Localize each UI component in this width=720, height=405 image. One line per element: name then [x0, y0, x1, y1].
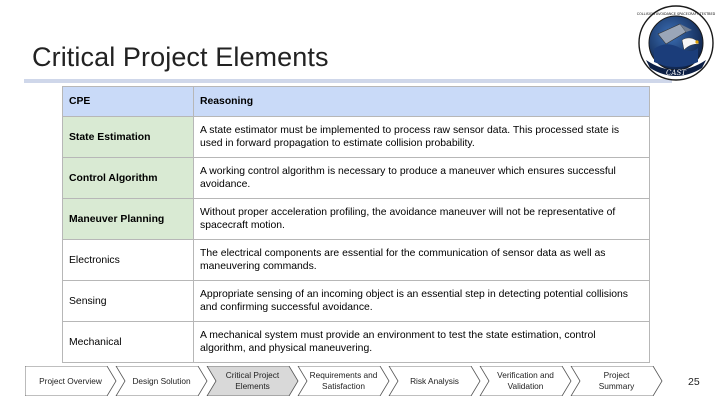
- reasoning-cell: Without proper acceleration profiling, the avoidance maneuver will not be representative of spacecraft motion.: [194, 199, 650, 240]
- nav-item-label: Critical Project: [225, 370, 280, 380]
- logo-monogram: CAST: [666, 69, 686, 77]
- reasoning-cell: Appropriate sensing of an incoming object is an essential step in detecting potential collisions and confirming successful avoidance.: [194, 281, 650, 322]
- nav-item-2[interactable]: [216, 366, 289, 396]
- header-cpe: CPE: [63, 87, 194, 117]
- nav-item-5[interactable]: [489, 366, 562, 396]
- slide-title: Critical Project Elements: [32, 42, 329, 72]
- nav-item-label: Design Solution: [132, 375, 191, 386]
- reasoning-cell: The electrical components are essential for the communication of sensor data as well as maneuvering commands.: [194, 240, 650, 281]
- table-row: [63, 158, 650, 199]
- reasoning-cell: A working control algorithm is necessary to produce a maneuver which ensures successful avoidance.: [194, 158, 650, 199]
- nav-item-label-line2: Elements: [235, 381, 270, 391]
- table-row: [63, 240, 650, 281]
- nav-item-label: Requirements and: [309, 370, 378, 380]
- section-nav-bar: [25, 366, 665, 396]
- nav-item-6[interactable]: [580, 366, 653, 396]
- title-underline: [24, 79, 672, 83]
- nav-item-label-line2: Satisfaction: [322, 381, 365, 391]
- table-header-row: [63, 87, 650, 117]
- cpe-cell: Maneuver Planning: [63, 199, 194, 240]
- cast-seal-logo-icon: [636, 4, 716, 82]
- nav-item-label-line2: Validation: [507, 381, 544, 391]
- reasoning-cell: A state estimator must be implemented to process raw sensor data. This processed state is used in forward propagation to estimate collision probability.: [194, 117, 650, 158]
- cpe-cell: Control Algorithm: [63, 158, 194, 199]
- nav-item-1[interactable]: [125, 366, 198, 396]
- page-number: 25: [688, 376, 700, 388]
- cpe-table: [62, 86, 650, 363]
- table-row: [63, 199, 650, 240]
- table-row: [63, 117, 650, 158]
- nav-item-label-line2: Summary: [598, 381, 635, 391]
- cpe-cell: State Estimation: [63, 117, 194, 158]
- reasoning-cell: A mechanical system must provide an environment to test the state estimation, control algorithm, and physical maneuvering.: [194, 322, 650, 363]
- table-row: [63, 281, 650, 322]
- logo-ring-text: COLLISION AVOIDANCE SPACECRAFT TESTBED: [636, 12, 716, 16]
- cpe-cell: Electronics: [63, 240, 194, 281]
- nav-item-label: Risk Analysis: [410, 375, 459, 386]
- nav-item-3[interactable]: [307, 366, 380, 396]
- cpe-cell: Mechanical: [63, 322, 194, 363]
- nav-item-4[interactable]: [398, 366, 471, 396]
- nav-item-label: Verification and: [497, 370, 554, 380]
- cpe-cell: Sensing: [63, 281, 194, 322]
- table-row: [63, 322, 650, 363]
- nav-item-label: Project: [603, 370, 630, 380]
- header-reasoning: Reasoning: [194, 87, 650, 117]
- nav-item-0[interactable]: [34, 366, 107, 396]
- nav-item-label: Project Overview: [39, 375, 102, 386]
